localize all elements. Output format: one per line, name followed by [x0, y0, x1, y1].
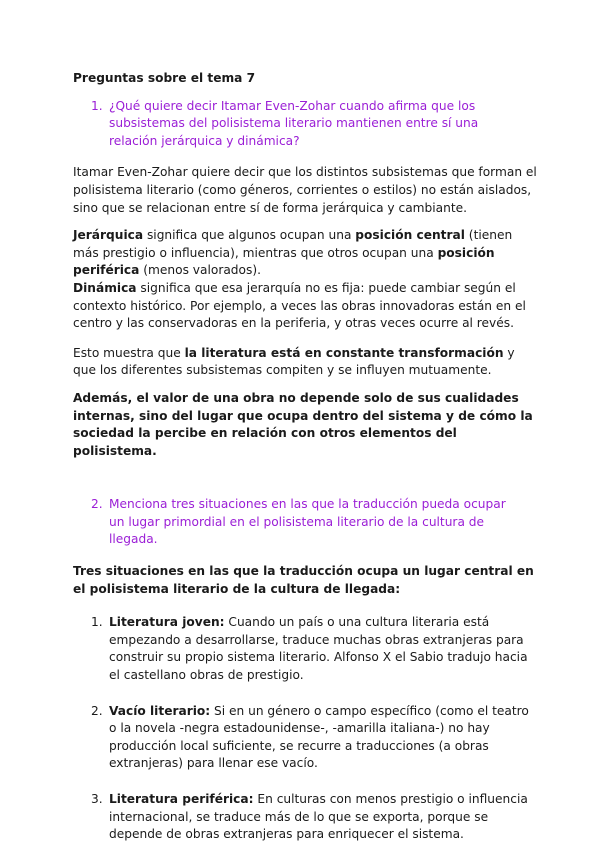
term-dinamica: Dinámica	[73, 280, 137, 295]
list-item	[91, 614, 540, 684]
document-title: Preguntas sobre el tema 7	[73, 71, 256, 85]
question-1-number: 1.	[91, 98, 103, 113]
text-run: Esto muestra que	[73, 345, 185, 360]
list-item-content	[109, 614, 540, 684]
question-2	[91, 496, 540, 549]
text-run: significa que algunos ocupan una	[143, 228, 356, 243]
spacer	[73, 470, 540, 496]
text-run: (menos valorados).	[139, 263, 261, 278]
question-2-text: Menciona tres situaciones en las que la traducción pueda ocupar un lugar primordial en el polisistema literario de la cultura de llegada.	[109, 497, 506, 547]
term-constante-transformacion: la literatura está en constante transformación	[184, 345, 504, 360]
answer-1-paragraph-1: Itamar Even-Zohar quiere decir que los distintos subsistemas que forman el polisistema literario (como géneros, corrientes o estilos) no están aislados, sino que se relacionan entre sí de forma jerárquica y cambiante.	[73, 165, 537, 215]
term-posicion-periferica: posición periférica	[73, 245, 495, 278]
answer-2-intro: Tres situaciones en las que la traducción ocupa un lugar central en el polisistema literario de la cultura de llegada:	[73, 564, 534, 596]
answer-1-paragraph-2	[73, 227, 540, 280]
list-item-lead: Literatura joven:	[109, 615, 225, 630]
text-run: (tienen más prestigio o influencia), mientras que otros ocupan una	[73, 228, 513, 260]
text-run: significa que esa jerarquía no es fija: puede cambiar según el contexto histórico. Por ejemplo, a veces las obras innovadoras están en el centro y las conservadoras en la periferia, y otras veces ocurre al revés.	[73, 280, 526, 331]
list-item-text: En culturas con menos prestigio o influencia internacional, se traduce más de lo que se exporta, porque se depende de obras extranjeras para enriquecer el sistema.	[109, 792, 528, 842]
answer-1-paragraph-5: Además, el valor de una obra no depende solo de sus cualidades internas, sino del lugar que ocupa dentro del sistema y de cómo la sociedad la percibe en relación con otros elementos del polisistema.	[73, 390, 533, 458]
text-run: y que los diferentes subsistemas compiten y se influyen mutuamente.	[73, 345, 515, 378]
list-item-number: 3.	[91, 792, 103, 806]
answer-1-paragraph-4	[73, 345, 540, 380]
question-1-text: ¿Qué quiere decir Itamar Even-Zohar cuando afirma que los subsistemas del polisistema literario mantienen entre sí una relación jerárquica y dinámica?	[109, 98, 479, 148]
question-2-number: 2.	[91, 497, 103, 512]
list-item-number: 1.	[91, 615, 103, 630]
list-item	[91, 703, 540, 773]
list-item-text: Cuando un país o una cultura literaria está empezando a desarrollarse, traduce muchas obras extranjeras para construir su propio sistema literario. Alfonso X el Sabio tradujo hacia el castellano obras de prestigio.	[109, 615, 528, 683]
term-jerarquica: Jerárquica	[73, 228, 144, 243]
answer-1-paragraph-3	[73, 280, 540, 333]
list-item-text: Si en un género o campo específico (como el teatro o la novela -negra estadounidense-, -amarilla italiana-) no hay producción local suficiente, se recurre a traducciones (a obras extranjeras) para llenar ese vacío.	[109, 703, 529, 771]
question-1	[91, 98, 540, 151]
term-posicion-central: posición central	[355, 228, 465, 243]
list-item-lead: Vacío literario:	[109, 703, 211, 718]
list-item	[91, 791, 540, 844]
list-item-content	[109, 791, 540, 844]
list-item-number: 2.	[91, 703, 103, 718]
list-item-lead: Literatura periférica:	[109, 792, 254, 806]
list-item-content	[109, 703, 540, 773]
